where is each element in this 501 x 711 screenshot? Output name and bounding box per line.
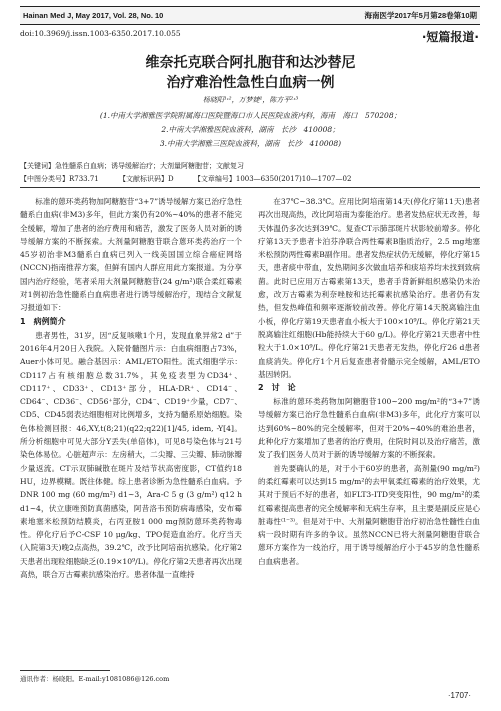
right-column bbox=[258, 195, 480, 568]
intro-paragraph: 标准的蒽环类药物加阿糖胞苷“3+7”诱导缓解方案已治疗急性髓系白血病(非M3)多年，但此方案仍有20%~40%的患者不能完全缓解，增加了患者的治疗费用和痛苦，激发了医务人员对新的诱导缓解方案的不断探索。大剂量阿糖胞苷联合蒽环类药治疗一个45岁初治非M3髓系白血病已列入一线美国国立综合癌症网络(NCCN)指南推荐方案，但鲜有国内人群应用此方案报道。为分享国内治疗经验，笔者采用大剂量阿糖胞苷(24 g/m²)联合柔红霉素对1例初治急性髓系白血病患者进行诱导缓解治疗，现结合文献复习报道如下： bbox=[20, 197, 242, 313]
divider bbox=[20, 187, 480, 188]
case-continued-paragraph: 在37℃~38.3℃。应用比阿培南第14天(停化疗第11天)患者再次出现高热，改比阿培南为泰能治疗。患者发热症状无改善，每天体温仍多次达到39℃。复查CT示肺部斑片状影较前增多。停化疗第13天予患者卡泊芬净联合两性霉素B脂质治疗，2.5 mg地塞米松预防两性霉素B副作用。患者发热症状仍无缓解，停化疗第15天，患者痰中带血，发热期间多次做血培养和痰培养均未找到致病菌。此时已应用万古霉素第13天，患者手背新鲜组织感染仍未治愈，改万古霉素为利奈唑胺和达托霉素抗感染治疗。患者仍有发热，但发热峰值和频率逐渐较前改善。停化疗第14天脱离输注血小板，停化疗第19天患者血小板大于100×10⁹/L。停化疗第21天脱离输注红细胞(Hb能持续大于60 g/L)。停化疗第21天患者中性粒大于1.0×10⁹/L。停化疗第21天患者无发热，停化疗26 d患者血痰消失。停化疗1个月后复查患者骨髓示完全缓解，AML/ETO基因转阴。 bbox=[258, 197, 480, 379]
case-paragraph: 患者男性，31岁，因“反复咳嗽1个月，发现血象异常2 d”于2016年4月20日入我院。入院骨髓图片示：白血病细胞占73%，Auer小体可见。融合基因示：AML/ETO阳性。流式细胞学示：CD117占有核细胞总数31.7%，其免疫表型为CD34⁺、CD117⁺、CD33⁺、CD13⁺部分，HLA-DR⁺、CD14⁻、CD64⁻、CD36⁻、CD56⁺部分，CD4⁻、CD19⁺少量，CD7⁻、CD5、CD45弱表达细胞相对比例增多，支持为髓系原始细胞。染色体检测回报：46,XY,t(8;21)(q22;q22)[1]/45, idem, -Y[4]。所分析细胞中可见大部分Y丢失(单倍体)，可见8号染色体与21号染色体易位。心脏超声示：左房稍大，二尖瓣、三尖瓣、肺动脉瓣少量返流。CT示双肺碱散在斑片及结节状高密度影，CT值约18 HU，边界模糊。既往体健。综上患者诊断为急性髓系白血病。予DNR 100 mg (60 mg/m²) d1~3，Ara-C 5 g (3 g/m²) q12 h d1~4，伏立康唑预防真菌感染，阿昔洛韦预防病毒感染，安布霉素地塞米松预防结膜炎，右丙亚胺1 000 mg预防蒽环类药物毒性。停化疗后予C-CSF 10 μg/kg、TPO促造血治疗。化疗当天(入院第3天)晚2点高热，39.2℃，改予比阿培南抗感染。化疗第2天患者出现粒细胞缺乏(0.19×10⁹/L)。停化疗第2天患者再次出现高热，联合万古霉素抗感染治疗。患者体温一直维持 bbox=[20, 330, 242, 580]
clc-number: 【中图分类号】R733.71 bbox=[20, 175, 99, 183]
footnote: 通讯作者：杨晓阳。E-mail:y1081086@126.com bbox=[20, 675, 170, 683]
authors: 杨晓阳¹˒²，万梦婕¹，陈方平²˒³ bbox=[202, 96, 299, 104]
article-title-line-1: 维奈托克联合阿扎胞苷和达沙替尼 bbox=[145, 55, 356, 71]
affiliation-1: (1.中南大学湘雅医学院附属海口医院暨海口市人民医院血液内科，海南 海口 570208； bbox=[99, 111, 402, 120]
doi[interactable]: doi:10.3969/j.issn.1003-6350.2017.10.055 bbox=[20, 29, 181, 38]
article-number: 【文章编号】1003—6350(2017)10—1707—02 bbox=[193, 175, 352, 183]
journal-citation-cn: 海南医学2017年5月第28卷第10期 bbox=[364, 11, 477, 20]
page-number: ·1707· bbox=[447, 691, 471, 700]
left-column bbox=[20, 195, 242, 581]
keywords: 【关键词】急性髓系白血病；诱导缓解治疗；大剂量阿糖胞苷；文献复习 bbox=[20, 162, 244, 170]
affiliation-3: 3.中南大学湘雅三医院血液科，湖南 长沙 410008) bbox=[159, 139, 342, 148]
section-heading-case: 1 病例简介 bbox=[20, 316, 66, 326]
affiliation-2: 2.中南大学湘雅医院血液科，湖南 长沙 410008； bbox=[161, 125, 340, 134]
article-title-line-2: 治疗难治性急性白血病一例 bbox=[166, 75, 335, 91]
journal-citation: Hainan Med J, May 2017, Vol. 28, No. 10 bbox=[23, 11, 164, 20]
discussion-paragraph-2: 首先要确认的是，对于小于60岁的患者，高剂量(90 mg/m²)的柔红霉素可以达到15 mg/m²的去甲氧柔红霉素的治疗效果，尤其对于预后不好的患者，如FLT3-ITD突变阳性，90 mg/m²的柔红霉素提高患者的完全缓解率和无病生存率，且主要是副反应是心脏毒性⁽¹⁻³⁾。但是对于中、大剂量阿糖胞苷治疗初治急性髓性白血病一段时期有许多的争议。虽然NCCN已将大剂量阿糖胞苷联合蒽环方案作为一线治疗，用于诱导缓解治疗小于45岁的急性髓系白血病患者。 bbox=[258, 463, 480, 566]
classification-line bbox=[20, 174, 369, 184]
footnote-rule bbox=[20, 670, 110, 671]
document-code: 【文献标识码】D bbox=[119, 175, 174, 183]
section-heading-discussion: 2 讨 论 bbox=[258, 383, 296, 393]
discussion-paragraph-1: 标准的蒽环类药物加阿糖胞苷100~200 mg/m²的“3+7”诱导缓解方案已治疗急性髓系白血病(非M3)多年，此化疗方案可以达到60%~80%的完全缓解率，但对于20%~40%的难治患者，此种化疗方案增加了患者的治疗费用，住院时间以及治疗痛苦，激发了我们医务人员对于新的诱导缓解方案的不断探索。 bbox=[258, 397, 480, 460]
running-header bbox=[20, 6, 480, 25]
section-label: ·短篇报道· bbox=[421, 30, 479, 44]
